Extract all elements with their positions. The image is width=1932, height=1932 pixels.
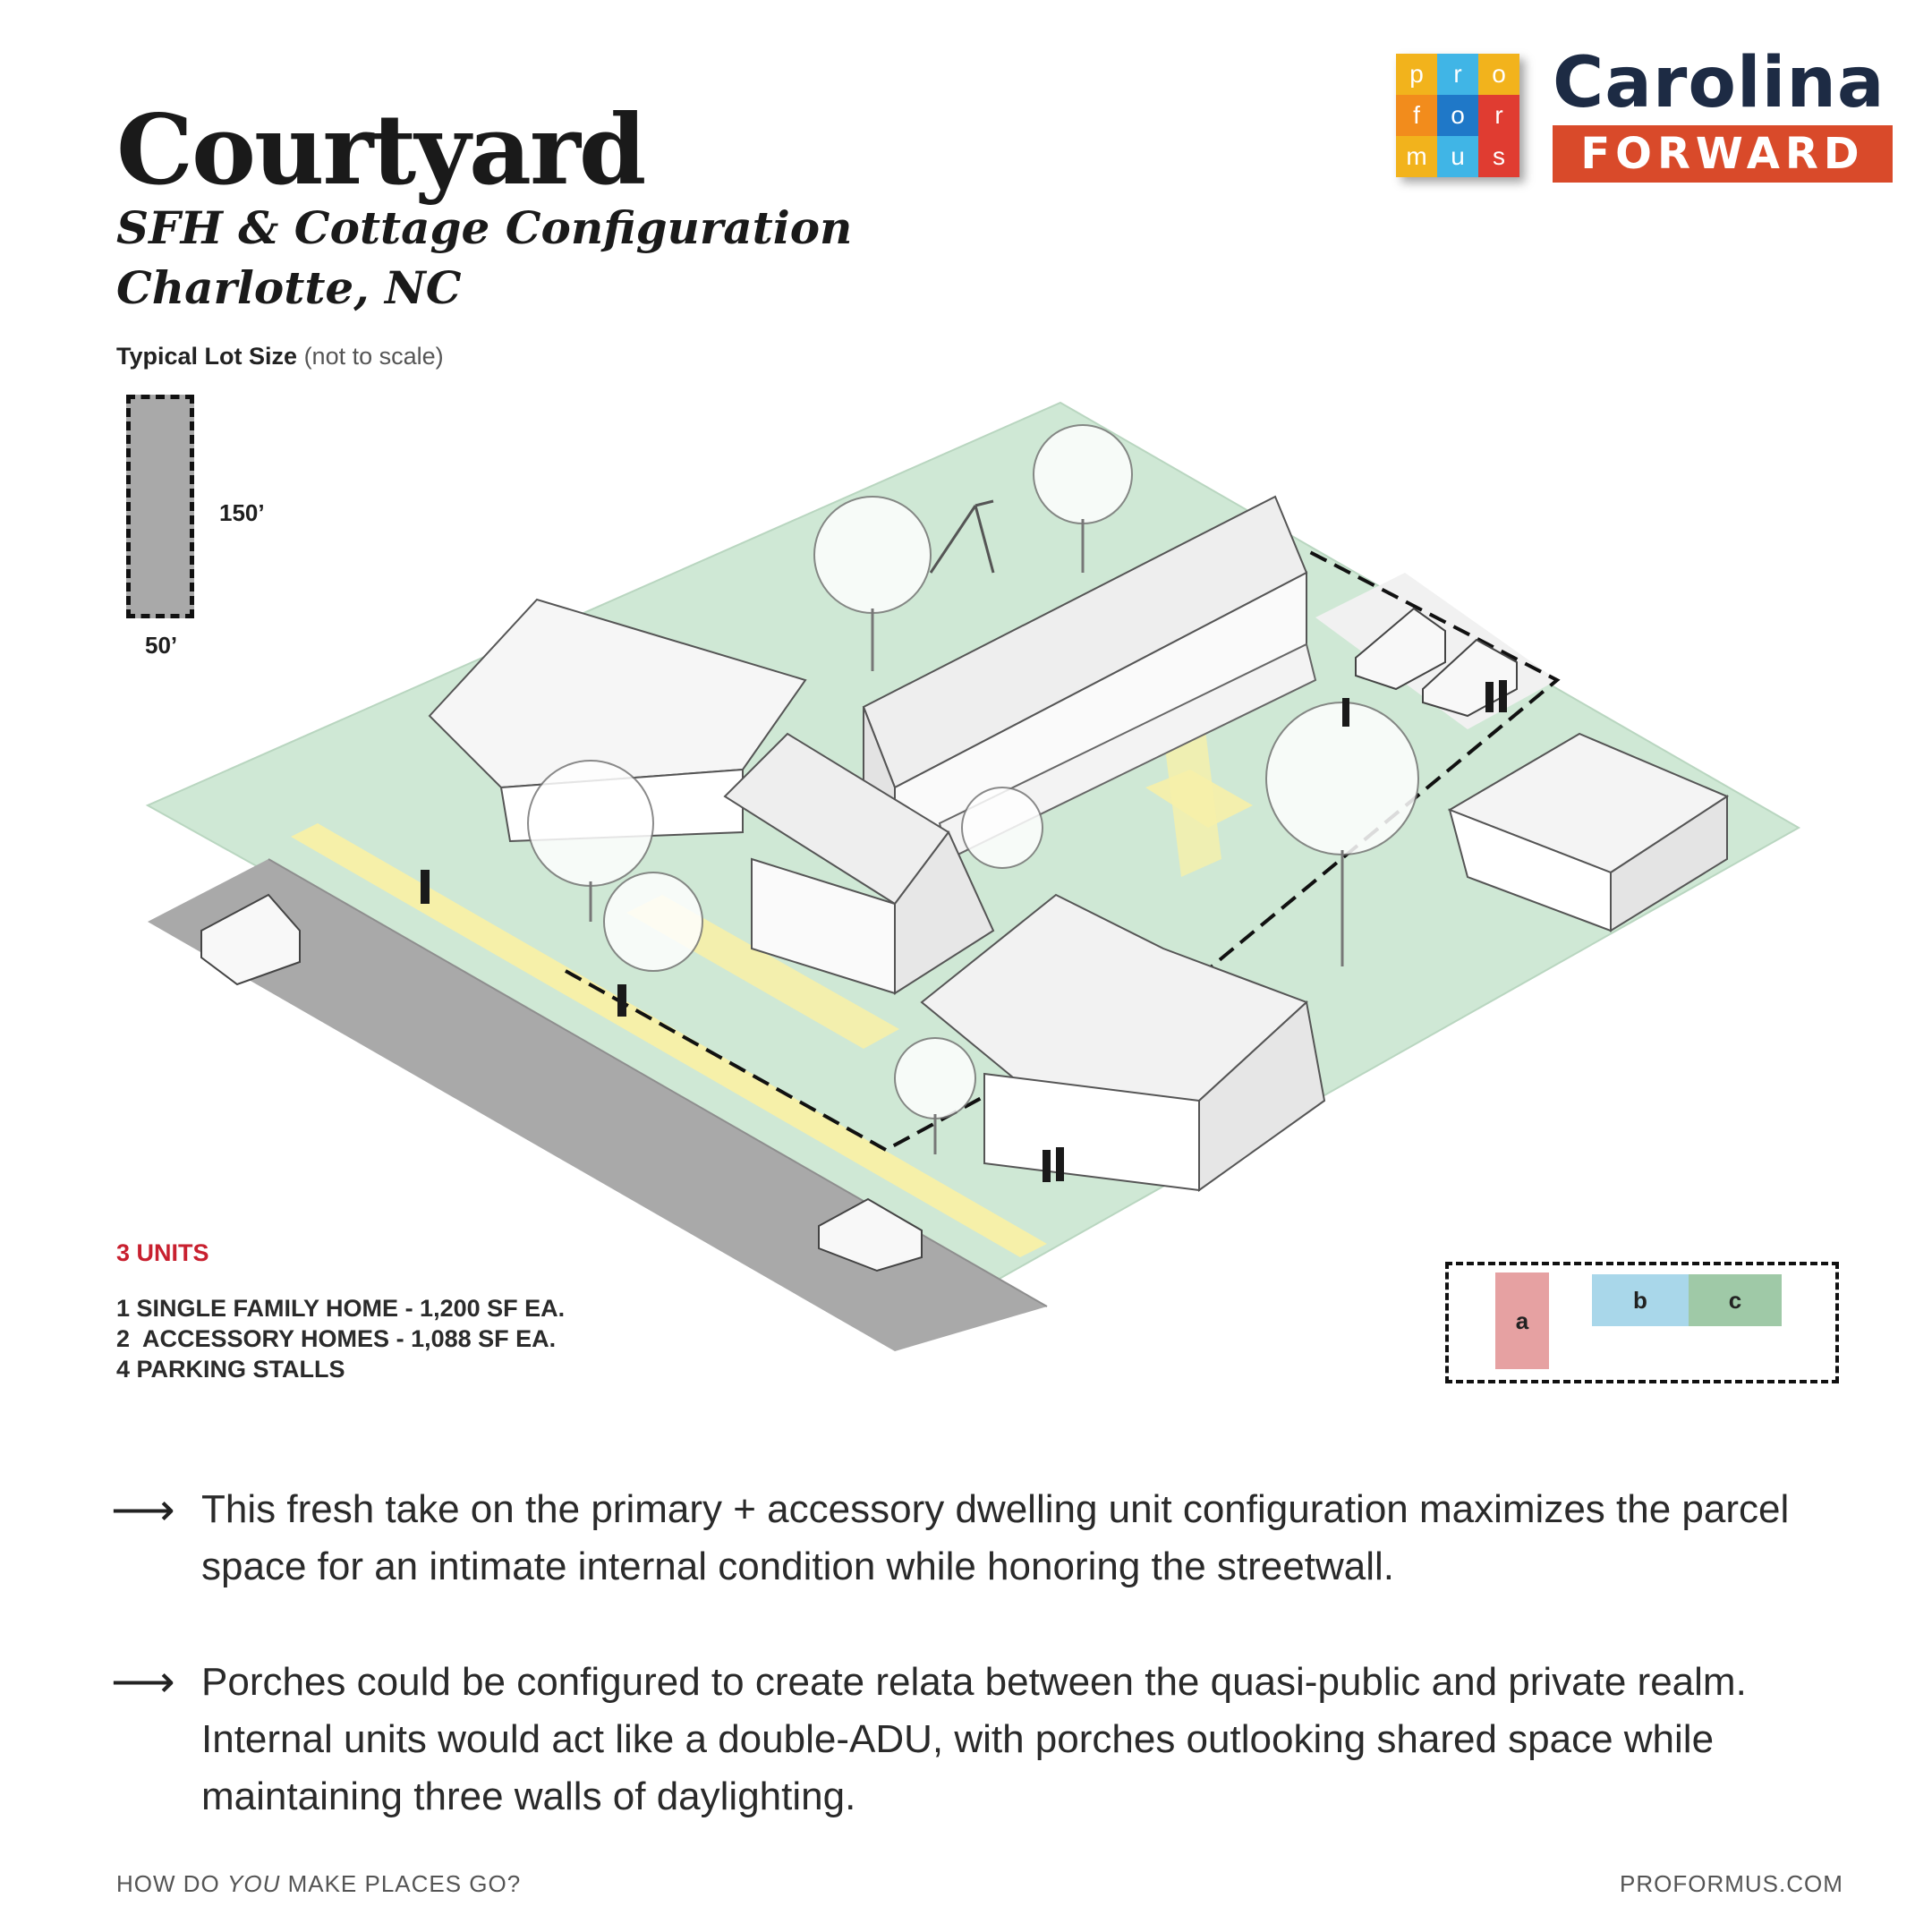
- arrow-icon: ⟶: [111, 1656, 175, 1706]
- lot-size-note: (not to scale): [303, 343, 444, 370]
- arrow-icon: ⟶: [111, 1485, 175, 1535]
- lot-width-label: 50’: [145, 632, 178, 659]
- legend-swatch-c: c: [1689, 1274, 1782, 1326]
- units-detail-line: 4 PARKING STALLS: [116, 1356, 345, 1383]
- unit-legend: [1445, 1262, 1839, 1383]
- subtitle-location: Charlotte, NC: [116, 261, 462, 314]
- page-title: Courtyard: [116, 94, 645, 207]
- logo-cell: m: [1396, 136, 1437, 177]
- logo-cell: o: [1437, 95, 1478, 136]
- logo-cell: u: [1437, 136, 1478, 177]
- units-count-heading: 3 UNITS: [116, 1239, 209, 1266]
- legend-swatch-a: a: [1495, 1272, 1549, 1369]
- footer-tagline-post: MAKE PLACES GO?: [280, 1870, 522, 1897]
- description-paragraph: This fresh take on the primary + accessory dwelling unit configuration maximizes the parcel space for an intimate internal condition while honoring the streetwall.: [201, 1487, 1790, 1588]
- description-paragraph: Porches could be configured to create relata between the quasi-public and private realm. Internal units would act like a double-ADU, with porches outlooking shared space while maintaining three walls of daylighting.: [201, 1660, 1747, 1818]
- forward-logo-text: FORWARD: [1580, 129, 1865, 179]
- logo-cell: f: [1396, 95, 1437, 136]
- logo-cell: p: [1396, 54, 1437, 95]
- legend-swatch-b: b: [1592, 1274, 1689, 1326]
- logo-cell: r: [1437, 54, 1478, 95]
- footer-website-link[interactable]: PROFORMUS.COM: [1620, 1870, 1843, 1897]
- footer-tagline-pre: HOW DO: [116, 1870, 227, 1897]
- carolina-forward-logo-text: Carolina: [1553, 43, 1885, 123]
- lot-length-label: 150’: [219, 499, 265, 526]
- units-detail-line: 1 SINGLE FAMILY HOME - 1,200 SF EA.: [116, 1295, 566, 1322]
- units-detail-line: 2 ACCESSORY HOMES - 1,088 SF EA.: [116, 1325, 557, 1352]
- logo-cell: r: [1478, 95, 1519, 136]
- logo-cell: s: [1478, 136, 1519, 177]
- footer-tagline-em: YOU: [227, 1870, 281, 1897]
- logo-cell: o: [1478, 54, 1519, 95]
- footer-tagline: [116, 1870, 521, 1898]
- subtitle-configuration: SFH & Cottage Configuration: [116, 201, 853, 254]
- lot-size-label: Typical Lot Size: [116, 343, 298, 370]
